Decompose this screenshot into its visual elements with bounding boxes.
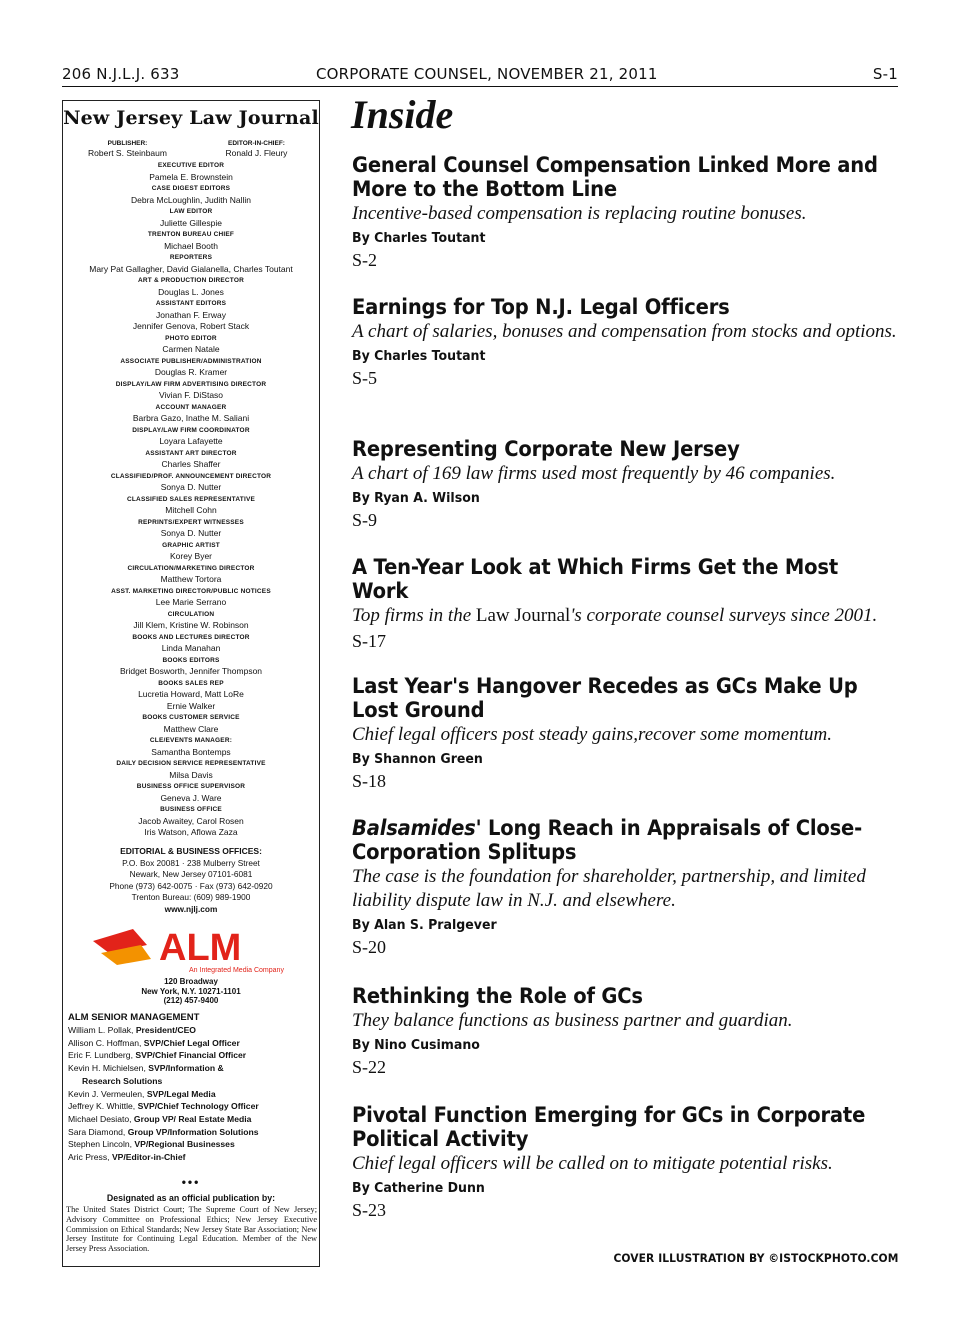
manager-name: Kevin J. Vermeulen, — [68, 1088, 147, 1099]
article-entry[interactable] — [352, 674, 898, 792]
staff-role: CIRCULATION — [167, 610, 215, 618]
article-headline[interactable]: General Counsel Compensation Linked More and More to the Bottom Line — [352, 153, 878, 201]
manager-name: Aric Press, — [68, 1152, 112, 1163]
article-byline: By Ryan A. Wilson — [352, 490, 480, 506]
staff-role: BOOKS CUSTOMER SERVICE — [142, 714, 240, 721]
article-page[interactable]: S-22 — [352, 1057, 387, 1077]
article-dek: Chief legal officers post steady gains,recover some momentum. — [352, 724, 833, 745]
manager-title: SVP/Chief Legal Officer — [143, 1037, 240, 1048]
staff-role: CLE/EVENTS MANAGER: — [149, 737, 233, 744]
senior-manager — [68, 1037, 318, 1050]
article-page[interactable]: S-18 — [352, 771, 387, 791]
article-byline: By Alan S. Pralgever — [352, 917, 497, 933]
staff-role: TRENTON BUREAU CHIEF — [147, 231, 235, 238]
senior-manager — [68, 1062, 318, 1075]
article-headline[interactable]: A Ten-Year Look at Which Firms Get the Most Work — [352, 555, 838, 603]
alm-address-line: New York, N.Y. 10271-1101 — [141, 986, 241, 996]
staff-name: Korey Byer — [169, 551, 213, 561]
senior-manager — [68, 1049, 318, 1062]
staff-role: ACCOUNT MANAGER — [155, 403, 227, 411]
staff-role: CASE DIGEST EDITORS — [151, 185, 231, 192]
staff-role: LAW EDITOR — [169, 208, 213, 215]
article-headline[interactable]: Rethinking the Role of GCs — [352, 984, 643, 1008]
article-dek: Incentive-based compensation is replacing routine bonuses. — [352, 203, 807, 224]
editor-in-chief-name: Ronald J. Fleury — [225, 148, 288, 158]
inside-title: Inside — [351, 92, 454, 137]
staff-name: Ernie Walker — [166, 700, 216, 711]
staff-name: Milsa Davis — [169, 769, 213, 780]
staff-name: Jonathan F. Erway — [156, 309, 226, 320]
staff-role: CLASSIFIED/PROF. ANNOUNCEMENT DIRECTOR — [110, 472, 272, 480]
article-dek: A chart of 169 law firms used most frequently by 46 companies. — [352, 463, 836, 484]
staff-role: DISPLAY/LAW FIRM ADVERTISING DIRECTOR — [115, 380, 267, 388]
staff-name: Michael Booth — [164, 240, 218, 251]
designated-text: The United States District Court; The Supreme Court of New Jersey; Advisory Committee on Professional Ethics; New Jersey Executive Commission on Ethical Standards; New Jersey State Bar Association; New Jersey Institute for Continuing Legal Education. Member of the New Jersey Press Association. — [66, 1205, 317, 1254]
senior-management — [68, 1012, 318, 1164]
staff-role: PHOTO EDITOR — [165, 334, 217, 342]
manager-title: Research Solutions — [82, 1075, 163, 1086]
article-headline[interactable]: Pivotal Function Emerging for GCs in Corporate Political Activity — [352, 1103, 866, 1151]
article-page[interactable]: S-5 — [352, 368, 378, 388]
manager-title: SVP/Information & — [148, 1063, 224, 1074]
dek-text: Top firms in the — [352, 605, 476, 626]
staff-role: CLASSIFIED SALES REPRESENTATIVE — [126, 495, 256, 503]
staff-name: Jennifer Genova, Robert Stack — [132, 321, 250, 331]
article-dek — [352, 604, 898, 628]
article-entry[interactable] — [352, 1103, 898, 1221]
article-page[interactable]: S-23 — [352, 1200, 387, 1220]
staff-role: DISPLAY/LAW FIRM COORDINATOR — [132, 426, 250, 434]
staff-role: REPRINTS/EXPERT WITNESSES — [138, 518, 244, 526]
manager-name: Allison C. Hoffman, — [68, 1037, 144, 1048]
manager-name: Eric F. Lundberg, — [68, 1050, 136, 1061]
staff-name: Lucretia Howard, Matt LoRe — [138, 689, 244, 699]
manager-title: Group VP/ Real Estate Media — [133, 1113, 252, 1124]
staff-name: Geneva J. Ware — [160, 792, 222, 803]
section-date: CORPORATE COUNSEL, NOVEMBER 21, 2011 — [316, 65, 658, 83]
editorial-offices — [63, 846, 319, 916]
masthead-box — [62, 100, 320, 1267]
staff-name: Bridget Bosworth, Jennifer Thompson — [119, 666, 263, 676]
staff-role: REPORTERS — [169, 254, 213, 261]
staff-name: Douglas R. Kramer — [154, 367, 228, 377]
staff-name: Pamela E. Brownstein — [149, 171, 233, 182]
staff-name: Debra McLoughlin, Judith Nallin — [130, 194, 251, 205]
article-dek: A chart of salaries, bonuses and compensation from stocks and options. — [352, 321, 897, 342]
staff-role: ASSISTANT ART DIRECTOR — [145, 449, 237, 457]
offices-heading: EDITORIAL & BUSINESS OFFICES: — [120, 846, 262, 856]
staff-name: Samantha Bontemps — [151, 746, 231, 757]
offices-line: Trenton Bureau: (609) 989-1900 — [131, 892, 251, 903]
article-page[interactable]: S-2 — [352, 250, 378, 270]
article-dek: They balance functions as business partner and guardian. — [352, 1010, 793, 1031]
staff-role: ART & PRODUCTION DIRECTOR — [138, 277, 244, 284]
volume-citation: 206 N.J.L.J. 633 — [62, 65, 180, 83]
staff-role: BOOKS EDITORS — [162, 656, 220, 664]
staff-name: Jacob Awaitey, Carol Rosen — [138, 815, 244, 826]
staff-name: Loyara Lafayette — [159, 436, 223, 446]
manager-name: Michael Desiato, — [68, 1113, 134, 1124]
page-number: S-1 — [872, 65, 898, 83]
article-byline: By Shannon Green — [352, 751, 483, 767]
staff-role: GRAPHIC ARTIST — [162, 541, 220, 549]
senior-manager — [68, 1075, 318, 1088]
article-page[interactable]: S-20 — [352, 937, 387, 957]
article-byline: By Charles Toutant — [352, 230, 486, 246]
article-headline[interactable]: Representing Corporate New Jersey — [352, 437, 740, 461]
staff-name: Douglas L. Jones — [158, 286, 224, 297]
senior-manager — [68, 1100, 318, 1113]
staff-name: Lee Marie Serrano — [155, 597, 227, 607]
staff-name: Carmen Natale — [162, 344, 220, 354]
alm-tagline: An Integrated Media Company — [189, 967, 284, 974]
article-page[interactable]: S-17 — [352, 631, 387, 651]
staff-name: Vivian F. DiStaso — [158, 390, 224, 400]
article-byline: By Catherine Dunn — [352, 1180, 485, 1196]
offices-line: Phone (973) 642-0075 · Fax (973) 642-0920 — [109, 880, 273, 891]
article-byline: By Charles Toutant — [352, 348, 486, 364]
manager-title: SVP/Legal Media — [146, 1088, 216, 1099]
designated-heading: Designated as an official publication by: — [106, 1193, 276, 1203]
headline-text: ' Long Reach in Appraisals of Close-Corporation Splitups — [352, 816, 863, 864]
manager-title: VP/Editor-in-Chief — [111, 1152, 186, 1163]
article-headline[interactable]: Earnings for Top N.J. Legal Officers — [352, 295, 730, 319]
staff-name: Charles Shaffer — [161, 459, 221, 469]
staff-name: Barbra Gazo, Inathe M. Saliani — [132, 413, 250, 423]
alm-logo — [89, 923, 295, 975]
manager-title: President/CEO — [135, 1025, 196, 1035]
alm-address-line: 120 Broadway — [164, 977, 218, 986]
alm-phone: (212) 457-9400 — [163, 996, 219, 1005]
senior-manager — [68, 1024, 318, 1037]
senior-management-list — [68, 1024, 318, 1164]
manager-title: SVP/Chief Technology Officer — [137, 1101, 259, 1112]
staff-name: Sonya D. Nutter — [160, 482, 222, 492]
dek-publication-name: Law Journal — [475, 605, 571, 626]
staff-name: Mary Pat Gallagher, David Gialanella, Charles Toutant — [89, 263, 293, 274]
editor-in-chief-label: EDITOR-IN-CHIEF: — [228, 140, 285, 147]
senior-management-heading: ALM SENIOR MANAGEMENT — [68, 1012, 200, 1023]
article-entry[interactable] — [352, 437, 898, 531]
staff-role: ASSISTANT EDITORS — [155, 300, 227, 307]
website-link[interactable]: www.njlj.com — [164, 903, 218, 914]
article-headline[interactable] — [352, 816, 898, 864]
article-page[interactable]: S-9 — [352, 510, 378, 530]
article-entry[interactable] — [352, 295, 898, 389]
senior-manager — [68, 1138, 318, 1151]
staff-name: Sonya D. Nutter — [160, 528, 222, 538]
staff-name: Juliette Gillespie — [160, 217, 222, 228]
manager-title: SVP/Chief Financial Officer — [135, 1050, 247, 1061]
top-roles-names — [63, 148, 319, 159]
offices-line: Newark, New Jersey 07101-6081 — [129, 869, 253, 880]
staff-role: ASSOCIATE PUBLISHER/ADMINISTRATION — [120, 357, 262, 365]
manager-title: Group VP/Information Solutions — [127, 1126, 259, 1137]
article-byline: By Nino Cusimano — [352, 1037, 480, 1053]
staff-role: BOOKS SALES REP — [158, 679, 224, 687]
alm-logo-text: ALM — [159, 927, 242, 969]
article-entry[interactable] — [352, 555, 898, 652]
staff-name: Matthew Clare — [163, 723, 219, 734]
alm-address — [63, 977, 319, 1006]
senior-manager — [68, 1126, 318, 1139]
offices-line: P.O. Box 20081 · 238 Mulberry Street — [122, 857, 260, 868]
staff-role: DAILY DECISION SERVICE REPRESENTATIVE — [116, 760, 266, 767]
staff-role: EXECUTIVE EDITOR — [157, 162, 225, 169]
dek-text: 's corporate counsel surveys since 2001. — [570, 605, 878, 626]
article-entry[interactable] — [352, 153, 898, 271]
staff-role: BUSINESS OFFICE SUPERVISOR — [136, 783, 246, 790]
manager-name: Stephen Lincoln, — [68, 1139, 135, 1150]
staff-role: ASST. MARKETING DIRECTOR/PUBLIC NOTICES — [111, 587, 271, 595]
article-entry[interactable] — [352, 984, 898, 1078]
header-rule — [62, 86, 898, 87]
senior-manager — [68, 1113, 318, 1126]
staff-role: BUSINESS OFFICE — [160, 806, 222, 813]
publisher-name: Robert S. Steinbaum — [88, 148, 167, 158]
staff-role: BOOKS AND LECTURES DIRECTOR — [132, 633, 250, 641]
article-dek: Chief legal officers will be called on to mitigate potential risks. — [352, 1153, 833, 1174]
staff-name: Iris Watson, Aflowa Zaza — [144, 827, 238, 837]
manager-name: William L. Pollak, — [68, 1025, 136, 1035]
manager-name: Sara Diamond, — [68, 1126, 128, 1137]
staff-name: Mitchell Cohn — [165, 505, 217, 515]
article-entry[interactable] — [352, 816, 898, 958]
publisher-label: PUBLISHER: — [107, 140, 148, 147]
staff-name: Matthew Tortora — [160, 574, 222, 584]
staff-name: Jill Klem, Kristine W. Robinson — [133, 620, 249, 630]
article-dek: The case is the foundation for shareholder, partnership, and limited liability dispute law in N.J. and elsewhere. — [352, 866, 866, 911]
headline-case-name: Balsamides — [352, 816, 476, 840]
senior-manager — [68, 1088, 318, 1101]
masthead-title: New Jersey Law Journal — [63, 107, 319, 129]
manager-name: Kevin H. Michielsen, — [68, 1063, 149, 1074]
section-divider: ••• — [181, 1175, 201, 1189]
manager-title: VP/Regional Businesses — [134, 1139, 235, 1150]
cover-credit: COVER ILLUSTRATION BY ©ISTOCKPHOTO.COM — [613, 1251, 898, 1265]
staff-name: Linda Manahan — [161, 643, 221, 653]
running-header — [62, 63, 898, 85]
manager-name: Jeffrey K. Whittle, — [68, 1101, 138, 1112]
staff-role: CIRCULATION/MARKETING DIRECTOR — [127, 564, 255, 572]
senior-manager — [68, 1151, 318, 1164]
article-headline[interactable]: Last Year's Hangover Recedes as GCs Make Up Lost Ground — [352, 674, 858, 722]
